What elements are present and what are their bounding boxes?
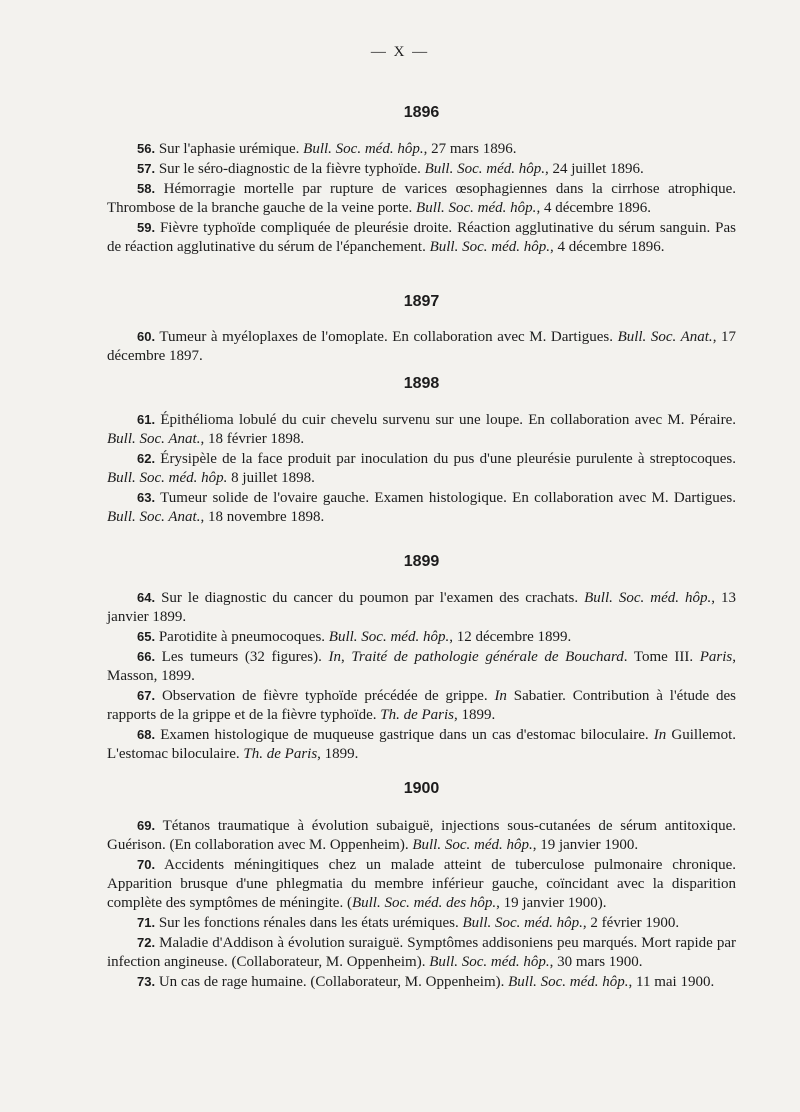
entry-text: Tumeur à myéloplaxes de l'omoplate. En collaboration avec M. Dartigues. (155, 329, 618, 345)
citation-italic: Traité de pathologie générale de Bouchard (351, 649, 624, 665)
entry-text: Observation de fièvre typhoïde précédée de grippe. (155, 688, 495, 704)
entry-number: 73. (137, 974, 156, 989)
bibliography-entry (107, 972, 736, 992)
citation-italic: Bull. Soc. méd. hôp. (584, 590, 712, 606)
entry-number: 67. (137, 688, 156, 703)
section-1899 (107, 553, 736, 764)
citation-italic: Bull. Soc. Anat. (107, 509, 201, 525)
citation-italic: Paris (699, 649, 733, 665)
year-heading: 1896 (403, 104, 440, 121)
bibliography-entry (107, 647, 736, 686)
citation-italic: Th. de Paris (380, 707, 454, 723)
entry-text: Tumeur solide de l'ovaire gauche. Examen histologique. En collaboration avec M. Dartigues. (155, 490, 736, 506)
entry-text: Épithélioma lobulé du cuir chevelu survenu sur une loupe. En collaboration avec M. Péraire. (155, 412, 736, 428)
citation-italic: Bull. Soc. méd. hôp. (412, 837, 533, 853)
entry-number: 70. (137, 857, 156, 872)
entry-text: Fièvre typhoïde compliquée de pleurésie droite. Réaction agglutinative du sérum sanguin. Pas de réaction agglutinative du sérum de l'épanchement. (107, 220, 736, 255)
entry-text: , 19 janvier 1900). (496, 895, 607, 911)
entry-text: , 12 décembre 1899. (449, 629, 572, 645)
entry-text: , Masson, 1899. (107, 649, 736, 684)
bibliography-entry (107, 488, 736, 527)
citation-italic: Bull. Soc. méd. hôp. (424, 161, 545, 177)
entry-text: , 1899. (454, 707, 496, 723)
citation-italic: Bull. Soc. méd. hôp. (429, 239, 550, 255)
entry-number: 71. (137, 915, 156, 930)
year-heading: 1900 (403, 780, 440, 797)
entry-number: 69. (137, 818, 156, 833)
section-1900 (107, 780, 736, 992)
entry-text: , 4 décembre 1896. (536, 200, 651, 216)
entry-text: , 4 décembre 1896. (550, 239, 665, 255)
entry-text: Hémorragie mortelle par rupture de varices œsophagiennes dans la cirrhose atrophique. Thrombose de la branche gauche de la veine porte. (107, 181, 736, 216)
entry-text: , 18 février 1898. (200, 431, 305, 447)
entry-number: 68. (137, 727, 156, 742)
entry-number: 56. (137, 141, 156, 156)
citation-italic: Bull. Soc. méd. hôp. (416, 200, 537, 216)
entry-number: 63. (137, 490, 156, 505)
section-1898 (107, 375, 736, 527)
entry-number: 61. (137, 412, 156, 427)
bibliography-entry (107, 449, 736, 488)
entry-number: 65. (137, 629, 156, 644)
entry-number: 72. (137, 935, 156, 950)
entry-number: 59. (137, 220, 156, 235)
entry-text: , 11 mai 1900. (628, 974, 715, 990)
entry-list (107, 410, 736, 527)
citation-italic: Bull. Soc. méd. hôp. (328, 629, 450, 645)
entry-text: Guillemot. L'estomac biloculaire. (107, 727, 736, 762)
entry-text: , 18 novembre 1898. (200, 509, 325, 525)
bibliography-entry (107, 855, 736, 913)
citation-italic: In (328, 649, 341, 665)
bibliography-entry (107, 139, 736, 159)
entry-number: 58. (137, 181, 156, 196)
bibliography-entry (107, 933, 736, 972)
entry-number: 64. (137, 590, 156, 605)
section-1897 (107, 293, 736, 366)
entry-number: 66. (137, 649, 156, 664)
entry-text: , 27 mars 1896. (423, 141, 517, 157)
entry-text: , 1899. (317, 746, 359, 762)
entry-text: , 19 janvier 1900. (532, 837, 639, 853)
section-1896 (107, 104, 736, 257)
entry-text: , 17 décembre 1897. (107, 329, 737, 364)
entry-text: , 2 février 1900. (582, 915, 680, 931)
year-heading: 1899 (403, 553, 440, 570)
entry-text: Maladie d'Addison à évolution suraiguë. Symptômes addisoniens peu marqués. Mort rapide par infection angineuse. (Collaborateur, M. Oppenheim). (107, 935, 736, 970)
bibliography-entry (107, 218, 736, 257)
entry-text: Accidents méningitiques chez un malade atteint de tuberculose pulmonaire chronique. Apparition brusque d'une phlegmatia du membre inférieur gauche, coïncidant avec la disparition complète des symptômes de méningite. ( (107, 857, 736, 911)
entry-text: Sabatier. Contribution à l'étude des rapports de la grippe et de la fièvre typhoïde. (107, 688, 736, 723)
entry-list (107, 139, 736, 257)
bibliography-entry (107, 816, 736, 855)
citation-italic: Th. de Paris (243, 746, 318, 762)
citation-italic: In (494, 688, 507, 704)
entry-number: 57. (137, 161, 156, 176)
citation-italic: In (653, 727, 667, 743)
entry-text: Les tumeurs (32 figures). (155, 649, 329, 665)
entry-text: Examen histologique de muqueuse gastrique dans un cas d'estomac biloculaire. (155, 727, 654, 743)
entry-number: 62. (137, 451, 156, 466)
entry-text: 8 juillet 1898. (227, 470, 315, 486)
entry-text: , 13 janvier 1899. (107, 590, 736, 625)
entry-text: , (340, 649, 352, 665)
entry-text: Sur l'aphasie urémique. (155, 141, 304, 157)
citation-italic: Bull. Soc. Anat. (617, 329, 713, 345)
entry-text: Sur le séro-diagnostic de la fièvre typhoïde. (155, 161, 425, 177)
entry-text: Sur le diagnostic du cancer du poumon par l'examen des crachats. (155, 590, 585, 606)
bibliography-entry (107, 913, 736, 933)
entry-text: . Tome III. (623, 649, 700, 665)
bibliography-entry (107, 588, 736, 627)
bibliography-entry (107, 686, 736, 725)
entry-text: , 30 mars 1900. (549, 954, 643, 970)
entry-text: Érysipèle de la face produit par inoculation du pus d'une pleurésie purulente à streptocoques. (155, 451, 736, 467)
entry-list (107, 327, 736, 366)
citation-italic: Bull. Soc. méd. hôp. (107, 470, 228, 486)
citation-italic: Bull. Soc. Anat. (107, 431, 201, 447)
page-folio: — X — (370, 44, 430, 60)
citation-italic: Bull. Soc. méd. hôp. (462, 915, 583, 931)
entry-text: , 24 juillet 1896. (545, 161, 644, 177)
entry-text: Un cas de rage humaine. (Collaborateur, M. Oppenheim). (155, 974, 509, 990)
bibliography-entry (107, 159, 736, 179)
entry-text: Sur les fonctions rénales dans les états urémiques. (155, 915, 463, 931)
entry-text: Parotidite à pneumocoques. (155, 629, 329, 645)
bibliography-entry (107, 179, 736, 218)
year-heading: 1897 (403, 293, 440, 310)
bibliography-entry (107, 627, 736, 647)
bibliography-entry (107, 327, 736, 366)
bibliography-entry (107, 410, 736, 449)
citation-italic: Bull. Soc. méd. des hôp. (351, 895, 497, 911)
entry-text: Tétanos traumatique à évolution subaiguë, injections sous-cutanées de sérum antitoxique. Guérison. (En collaboration avec M. Oppenheim). (107, 818, 736, 853)
entry-list (107, 588, 736, 764)
entry-list (107, 816, 736, 992)
year-heading: 1898 (403, 375, 440, 392)
citation-italic: Bull. Soc. méd. hôp. (508, 974, 629, 990)
citation-italic: Bull. Soc. méd. hôp. (303, 141, 424, 157)
entry-number: 60. (137, 329, 156, 344)
bibliography-entry (107, 725, 736, 764)
citation-italic: Bull. Soc. méd. hôp. (429, 954, 550, 970)
